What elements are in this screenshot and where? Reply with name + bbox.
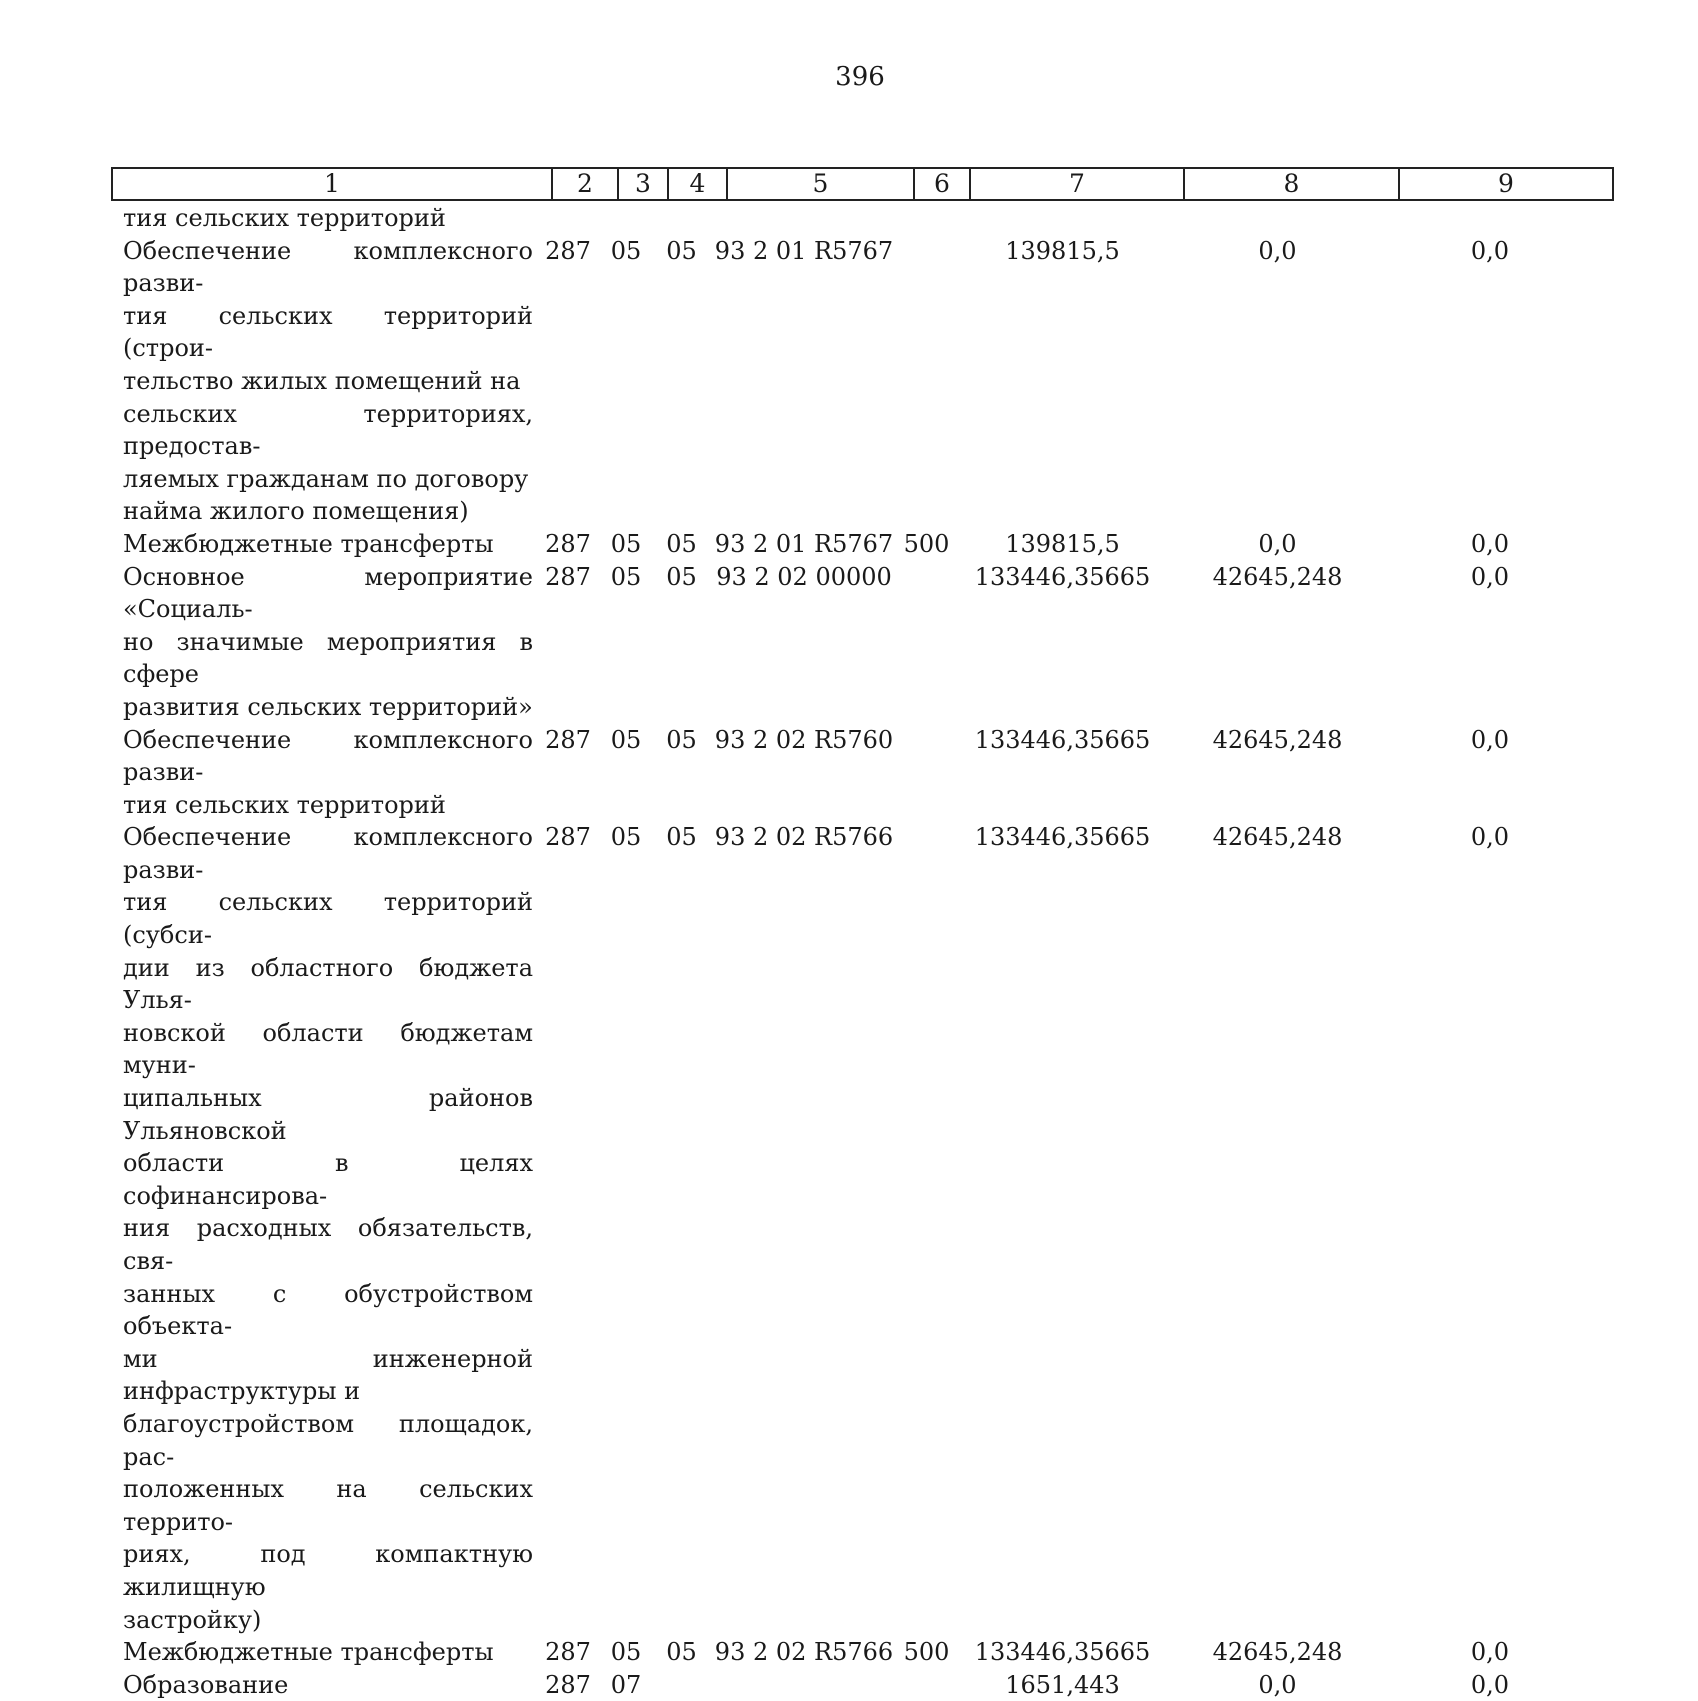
table-row	[111, 202, 1612, 235]
description-line: дии из областного бюджета Улья-	[123, 953, 533, 1015]
cell-col-8: 42645,248	[1212, 1638, 1343, 1667]
column-header-6: 6	[914, 168, 970, 200]
description-line: тельство жилых помещений на	[123, 366, 521, 395]
cell-col-7: 133446,35665	[974, 562, 1151, 591]
cell-col-5: 93 2 02 00000	[716, 562, 892, 591]
description-line: благоустройством площадок, рас-	[123, 1409, 533, 1471]
cell-col-8: 42645,248	[1212, 823, 1343, 852]
description-line: Образование	[123, 1670, 289, 1699]
cell-col-9: 0,0	[1470, 529, 1510, 558]
description-line: Обеспечение комплексного разви-	[123, 236, 533, 298]
column-header-2: 2	[552, 168, 618, 200]
cell-col-5: 93 2 02 R5760	[714, 725, 894, 754]
cell-col-3: 05	[610, 823, 642, 852]
cell-col-8: 0,0	[1258, 236, 1297, 265]
cell-col-7: 139815,5	[1005, 236, 1120, 265]
cell-col-2: 287	[545, 1670, 591, 1699]
row-description	[111, 724, 537, 822]
cell-col-3: 05	[610, 1638, 642, 1667]
cell-col-9: 0,0	[1470, 725, 1510, 754]
description-line: Обеспечение комплексного разви-	[123, 725, 533, 787]
cell-col-4: 05	[666, 823, 697, 852]
column-header-3: 3	[618, 168, 668, 200]
description-line: сельских территориях, предостав-	[123, 399, 533, 461]
cell-col-5: 93 2 02 R5766	[714, 1638, 894, 1667]
cell-col-7: 1651,443	[1005, 1670, 1120, 1699]
description-line: Межбюджетные трансферты	[123, 1638, 494, 1667]
description-line: но значимые мероприятия в сфере	[123, 627, 533, 689]
description-line: области в целях софинансирова-	[123, 1149, 533, 1210]
table-row	[111, 528, 1612, 561]
cell-col-3: 05	[610, 725, 642, 754]
description-line: тия сельских территорий (строи-	[123, 301, 533, 363]
column-header-4: 4	[668, 168, 727, 200]
row-description	[111, 202, 537, 235]
description-line: найма жилого помещения)	[123, 497, 469, 526]
table-row	[111, 821, 1612, 1636]
cell-col-8: 0,0	[1258, 529, 1297, 558]
cell-col-4: 05	[666, 562, 697, 591]
cell-col-8: 0,0	[1258, 1670, 1297, 1699]
cell-col-8: 42645,248	[1212, 562, 1343, 591]
column-header-7: 7	[970, 168, 1184, 200]
row-description	[111, 528, 537, 561]
description-line: развития сельских территорий»	[123, 692, 533, 721]
cell-col-4: 05	[666, 725, 697, 754]
description-line: риях, под компактную жилищную	[123, 1540, 533, 1601]
description-line: ципальных районов Ульяновской	[123, 1084, 533, 1145]
description-line: Обеспечение комплексного разви-	[123, 823, 533, 884]
table-row	[111, 561, 1612, 724]
cell-col-8: 42645,248	[1212, 725, 1343, 754]
column-header-8: 8	[1184, 168, 1399, 200]
row-description	[111, 235, 537, 528]
cell-col-3: 05	[610, 529, 642, 558]
table-row	[111, 1636, 1612, 1669]
cell-col-2: 287	[545, 823, 591, 852]
description-line: новской области бюджетам муни-	[123, 1018, 533, 1080]
cell-col-7: 133446,35665	[974, 823, 1151, 852]
table-row	[111, 1669, 1612, 1701]
cell-col-9: 0,0	[1470, 823, 1510, 852]
description-line: ния расходных обязательств, свя-	[123, 1214, 533, 1275]
cell-col-3: 07	[610, 1670, 642, 1699]
column-header-9: 9	[1399, 168, 1613, 200]
cell-col-5: 93 2 02 R5766	[714, 823, 894, 852]
column-header-1: 1	[112, 168, 552, 200]
cell-col-6: 500	[903, 1638, 950, 1667]
row-description	[111, 1669, 537, 1701]
cell-col-2: 287	[545, 725, 591, 754]
description-line: тия сельских территорий	[123, 790, 446, 819]
cell-col-9: 0,0	[1470, 1638, 1510, 1667]
cell-col-9: 0,0	[1470, 562, 1510, 591]
cell-col-3: 05	[610, 236, 642, 265]
cell-col-2: 287	[545, 562, 591, 591]
row-description	[111, 1636, 537, 1669]
cell-col-2: 287	[545, 236, 591, 265]
cell-col-4: 05	[666, 1638, 697, 1667]
cell-col-2: 287	[545, 1638, 591, 1667]
description-line: занных с обустройством объекта-	[123, 1279, 533, 1341]
cell-col-3: 05	[610, 562, 642, 591]
description-line: застройку)	[123, 1605, 262, 1634]
description-line: тия сельских территорий	[123, 204, 446, 232]
page-number: 396	[835, 62, 885, 92]
table-row	[111, 235, 1612, 528]
cell-col-9: 0,0	[1470, 236, 1510, 265]
cell-col-7: 133446,35665	[974, 725, 1151, 754]
row-description	[111, 561, 537, 724]
row-description	[111, 821, 537, 1636]
cell-col-7: 133446,35665	[974, 1638, 1151, 1667]
description-line: положенных на сельских террито-	[123, 1475, 533, 1536]
budget-table-body	[111, 202, 1612, 1701]
cell-col-9: 0,0	[1470, 1670, 1510, 1699]
column-header-row	[112, 168, 1613, 200]
cell-col-6: 500	[903, 529, 950, 558]
description-line: ляемых гражданам по договору	[123, 464, 529, 493]
description-line: ми инженерной инфраструктуры и	[123, 1344, 533, 1406]
description-line: тия сельских территорий (субси-	[123, 888, 533, 950]
column-header-5: 5	[727, 168, 914, 200]
table-row	[111, 724, 1612, 822]
column-header-table	[111, 167, 1614, 201]
description-line: Межбюджетные трансферты	[123, 529, 494, 558]
cell-col-5: 93 2 01 R5767	[714, 236, 894, 265]
cell-col-4: 05	[666, 236, 697, 265]
cell-col-2: 287	[545, 529, 591, 558]
cell-col-5: 93 2 01 R5767	[714, 529, 894, 558]
cell-col-4: 05	[666, 529, 697, 558]
cell-col-7: 139815,5	[1005, 529, 1120, 558]
description-line: Основное мероприятие «Социаль-	[123, 562, 533, 624]
